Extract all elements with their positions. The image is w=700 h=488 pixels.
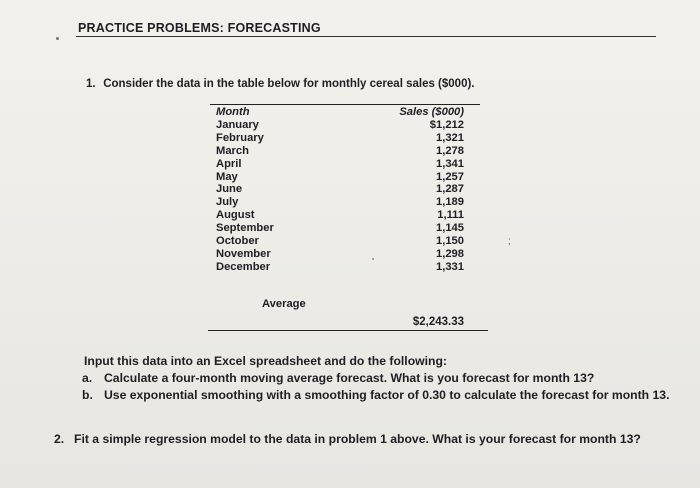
table-row-sales: 1,321	[436, 131, 464, 144]
question-2-number: 2.	[54, 432, 65, 446]
month-column	[216, 106, 274, 274]
table-row-month: October	[216, 235, 259, 248]
table-row-month: February	[216, 131, 264, 144]
table-row-sales: 1,341	[436, 157, 464, 170]
table-row-sales: 1,287	[436, 183, 464, 196]
table-row-month: November	[216, 247, 271, 260]
instructions-intro: Input this data into an Excel spreadsheet and do the following:	[84, 354, 447, 368]
question-1-prompt: Consider the data in the table below for monthly cereal sales ($000).	[103, 78, 475, 90]
table-row-month: July	[216, 196, 239, 209]
table-bottom-rule	[208, 330, 488, 331]
table-row-sales: 1,331	[436, 260, 464, 273]
table-row-month: August	[216, 209, 255, 222]
table-row-month: January	[216, 118, 259, 131]
table-row-month: September	[216, 222, 274, 235]
table-row-month: March	[216, 144, 249, 157]
instruction-item-label: b.	[82, 388, 93, 402]
question-1-number: 1.	[86, 78, 96, 90]
paper-speck	[372, 258, 374, 260]
table-row-sales: $1,212	[429, 118, 464, 131]
instruction-item-text: Use exponential smoothing with a smoothing factor of 0.30 to calculate the forecast for month 13.	[104, 388, 670, 402]
average-value: $2,243.33	[412, 316, 464, 328]
table-row-month: June	[216, 183, 243, 196]
question-1	[86, 78, 475, 90]
instruction-item-b	[82, 387, 698, 421]
table-row-sales: 1,257	[436, 170, 464, 183]
table-row-month: April	[216, 157, 242, 170]
table-row-sales: 1,145	[436, 222, 464, 235]
margin-tick: ;	[508, 236, 511, 247]
month-column-header: Month	[216, 106, 250, 118]
sales-column	[380, 106, 464, 274]
page-title: PRACTICE PROBLEMS: FORECASTING	[78, 21, 321, 35]
title-underline	[76, 36, 656, 37]
table-row-sales: 1,278	[436, 144, 464, 157]
table-top-rule	[210, 104, 480, 105]
table-row-sales: 1,189	[436, 196, 464, 209]
paper-speck	[56, 37, 59, 40]
table-row-month: December	[216, 260, 271, 273]
table-row-sales: 1,111	[437, 209, 464, 222]
table-row-sales: 1,298	[436, 247, 464, 260]
table-row-month: May	[216, 170, 238, 183]
instruction-item-text: Calculate a four-month moving average forecast. What is you forecast for month 13?	[104, 371, 595, 385]
sales-column-header: Sales ($000)	[399, 106, 464, 118]
average-label: Average	[262, 298, 306, 310]
table-row-sales: 1,150	[436, 235, 464, 248]
instruction-item-label: a.	[82, 371, 93, 385]
question-2-prompt: Fit a simple regression model to the data in problem 1 above. What is your forecast for month 13?	[74, 432, 641, 446]
